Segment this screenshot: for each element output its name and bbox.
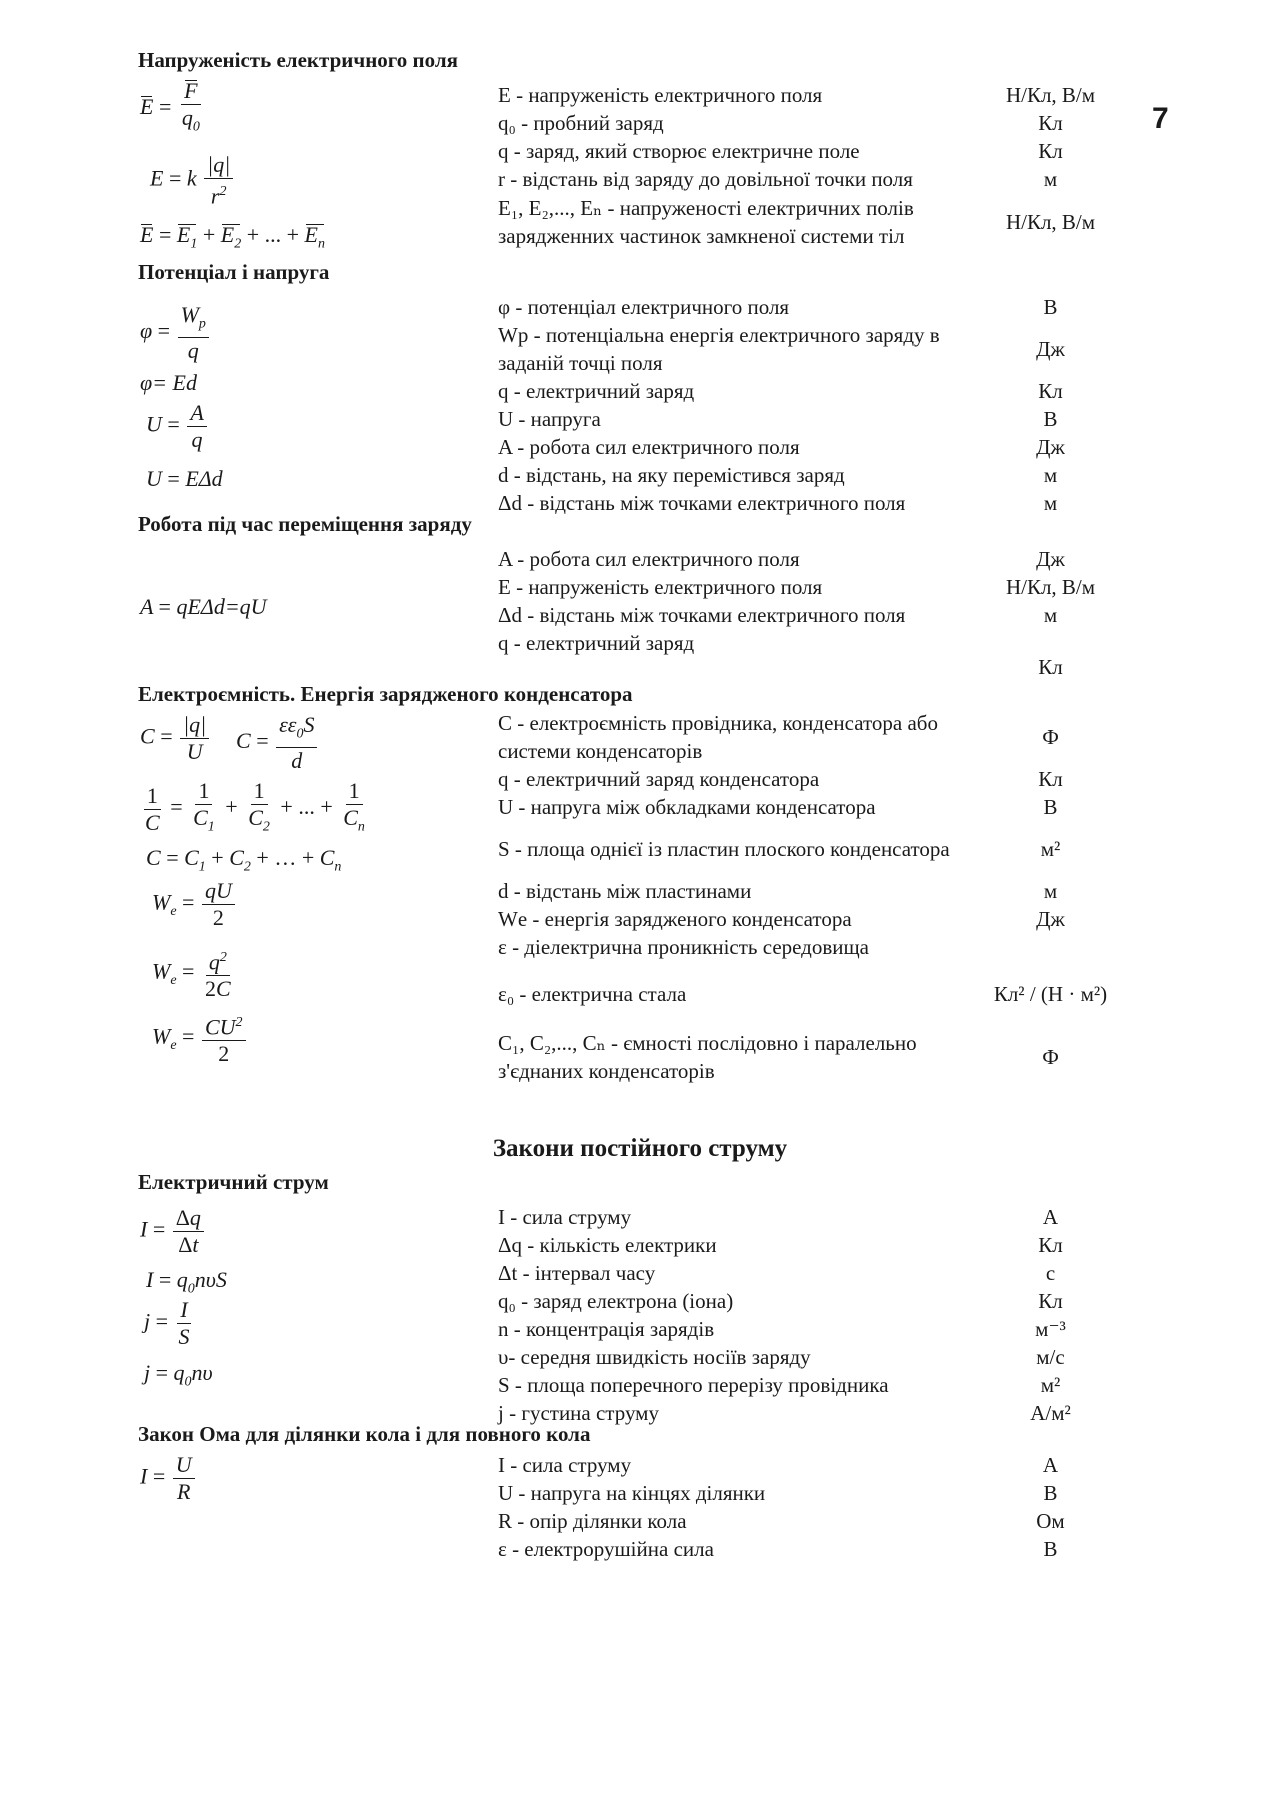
unit: В: [1043, 1537, 1058, 1561]
formula-plate-capacitor: C = $\frac{\varepsilon\varepsilon_0S}{d}$: [236, 712, 319, 774]
formula-ohm: I = $\frac{U}{R}$: [140, 1452, 197, 1505]
desc: n - концентрація зарядів: [498, 1317, 715, 1341]
unit: Кл: [1038, 1233, 1063, 1257]
unit: Кл² / (Н · м²): [993, 982, 1108, 1006]
unit: Кл: [1038, 379, 1063, 403]
formula-superposition: $E = E_1 + E_2$ + ... + $E_n$: [140, 222, 325, 252]
desc: d - відстань між пластинами: [498, 879, 752, 903]
desc: U - напруга на кінцях ділянки: [498, 1481, 766, 1505]
unit: А: [1042, 1205, 1059, 1229]
section-title: Напруженість електричного поля: [138, 48, 459, 72]
formula-parallel-capacitors: $C = C_1 + C_2$ + … + $C_n$: [146, 845, 342, 875]
desc: E - напруженість електричного поля: [498, 575, 823, 599]
formula-work: A = qEΔd=qU: [140, 594, 267, 619]
unit: Дж: [1036, 337, 1065, 361]
unit: Дж: [1036, 435, 1065, 459]
desc: q - заряд, який створює електричне поле: [498, 139, 860, 163]
formula-series-capacitors: $\frac{1}{C}$ = $\frac{1}{C_1}$ + $\frac{1}{C_2}$ + ... + $\frac{1}{C_n}$: [145, 778, 365, 835]
unit: Н/Кл, В/м: [1005, 575, 1096, 599]
unit: В: [1043, 1481, 1058, 1505]
unit: В: [1043, 295, 1058, 319]
formula-current-density: j = $\frac{I}{S}$: [144, 1297, 190, 1349]
formula-current-def: I = $\frac{\Delta q}{\Delta t}$: [140, 1205, 206, 1258]
section-current: [138, 1169, 1138, 1427]
desc: E - напруженість електричного поля: [498, 83, 823, 107]
section-ohm-law: [138, 1421, 1138, 1563]
desc: A - робота сил електричного поля: [498, 435, 800, 459]
unit: Кл: [1038, 111, 1063, 135]
unit: м: [1043, 167, 1058, 191]
unit: с: [1045, 1261, 1056, 1285]
desc: d - відстань, на яку перемістився заряд: [498, 463, 845, 487]
desc: ε - діелектрична проникність середовища: [498, 935, 870, 959]
desc: φ - потенціал електричного поля: [498, 295, 790, 319]
unit: м: [1043, 463, 1058, 487]
desc: S - площа однієї із пластин плоского конденсатора: [498, 837, 950, 861]
formula-energy-cu2: $W_e$ = $\frac{CU^2}{2}$: [152, 1010, 248, 1067]
desc: I - сила струму: [498, 1205, 632, 1229]
desc: R - опір ділянки кола: [498, 1509, 687, 1533]
unit: Кл: [1038, 767, 1063, 791]
unit: м: [1043, 491, 1058, 515]
desc: ε₀ - електрична стала: [498, 982, 687, 1006]
unit: м²: [1040, 1373, 1061, 1397]
section-potential: [138, 259, 1138, 517]
page-number: 7: [1152, 102, 1169, 135]
desc: Wp - потенціальна енергія електричного заряду в заданій точці поля: [498, 323, 940, 375]
unit: м/с: [1036, 1345, 1065, 1369]
unit: Дж: [1036, 547, 1065, 571]
formula-potential: φ = $\frac{W_p}{q}$: [140, 302, 211, 364]
unit: В: [1043, 407, 1058, 431]
unit: Ф: [1042, 725, 1059, 749]
formula-energy-q2c: $W_e$ = $\frac{q^2}{2C}$: [152, 945, 236, 1002]
desc: q₀ - заряд електрона (іона): [498, 1289, 734, 1313]
unit: Н/Кл, В/м: [1005, 83, 1096, 107]
desc: Δd - відстань між точками електричного поля: [498, 603, 906, 627]
unit: Кл: [1038, 139, 1063, 163]
unit: А/м²: [1030, 1401, 1071, 1425]
page-title: Закони постійного струму: [492, 1135, 788, 1162]
section-title: Електричний струм: [138, 1170, 329, 1194]
desc: C₁, C₂,..., Cₙ - ємності послідовно і паралельно з'єднаних конденсаторів: [498, 1031, 917, 1083]
desc: j - густина струму: [498, 1401, 659, 1425]
section-title: Закон Ома для ділянки кола і для повного кола: [138, 1422, 591, 1446]
desc: U - напруга: [498, 407, 601, 431]
desc: r - відстань від заряду до довільної точки поля: [498, 167, 913, 191]
unit: м: [1043, 879, 1058, 903]
desc: C - електроємність провідника, конденсатора або системи конденсаторів: [498, 711, 938, 763]
desc: Δt - інтервал часу: [498, 1261, 656, 1285]
formula-potential-uniform: φ= Ed: [140, 370, 197, 395]
desc: Δd - відстань між точками електричного поля: [498, 491, 906, 515]
formula-field-strength-2: E = k $\frac{|q|}{r^2}$: [150, 152, 235, 209]
formula-current-micro: $I = q_0n\upsilon S$: [146, 1267, 227, 1297]
desc: ε - електрорушійна сила: [498, 1537, 714, 1561]
desc: U - напруга між обкладками конденсатора: [498, 795, 876, 819]
unit: А: [1042, 1453, 1059, 1477]
unit: м: [1043, 603, 1058, 627]
formula-voltage-work: U = $\frac{A}{q}$: [146, 400, 209, 453]
desc: q - електричний заряд: [498, 631, 695, 655]
desc: q - електричний заряд конденсатора: [498, 767, 820, 791]
section-title: Електроємність. Енергія зарядженого конденсатора: [138, 682, 633, 706]
section-work: [138, 511, 1138, 681]
desc: q - електричний заряд: [498, 379, 695, 403]
desc: A - робота сил електричного поля: [498, 547, 800, 571]
unit: Н/Кл, В/м: [1005, 210, 1096, 234]
unit: Кл: [1038, 1289, 1063, 1313]
unit: м⁻³: [1035, 1317, 1066, 1341]
formula-energy-qu: $W_e$ = $\frac{qU}{2}$: [152, 878, 237, 931]
unit: Ф: [1042, 1045, 1059, 1069]
unit: Ом: [1036, 1509, 1065, 1533]
section-title: Потенціал і напруга: [138, 260, 330, 284]
desc: S - площа поперечного перерізу провідника: [498, 1373, 889, 1397]
unit: Кл: [1038, 655, 1063, 679]
desc: q₀ - пробний заряд: [498, 111, 664, 135]
desc: Wе - енергія зарядженого конденсатора: [498, 907, 852, 931]
formula-field-strength-1: E = $\frac{F}{q_0}$: [140, 78, 200, 135]
formula-current-density-micro: $j = q_0n\upsilon$: [144, 1360, 213, 1390]
section-field-strength: [138, 47, 1138, 251]
section-title: Робота під час переміщення заряду: [138, 512, 472, 536]
desc: Δq - кількість електрики: [498, 1233, 717, 1257]
formula-capacitance: C = $\frac{|q|}{U}$: [140, 712, 211, 765]
unit: В: [1043, 795, 1058, 819]
formula-voltage-field: U = EΔd: [146, 466, 223, 491]
desc: υ- середня швидкість носіїв заряду: [498, 1345, 811, 1369]
desc: E₁, E₂,..., Eₙ - напруженості електричних полів зарядженних частинок замкненої системи тіл: [498, 196, 914, 248]
desc: I - сила струму: [498, 1453, 632, 1477]
unit: м²: [1040, 837, 1061, 861]
unit: Дж: [1036, 907, 1065, 931]
